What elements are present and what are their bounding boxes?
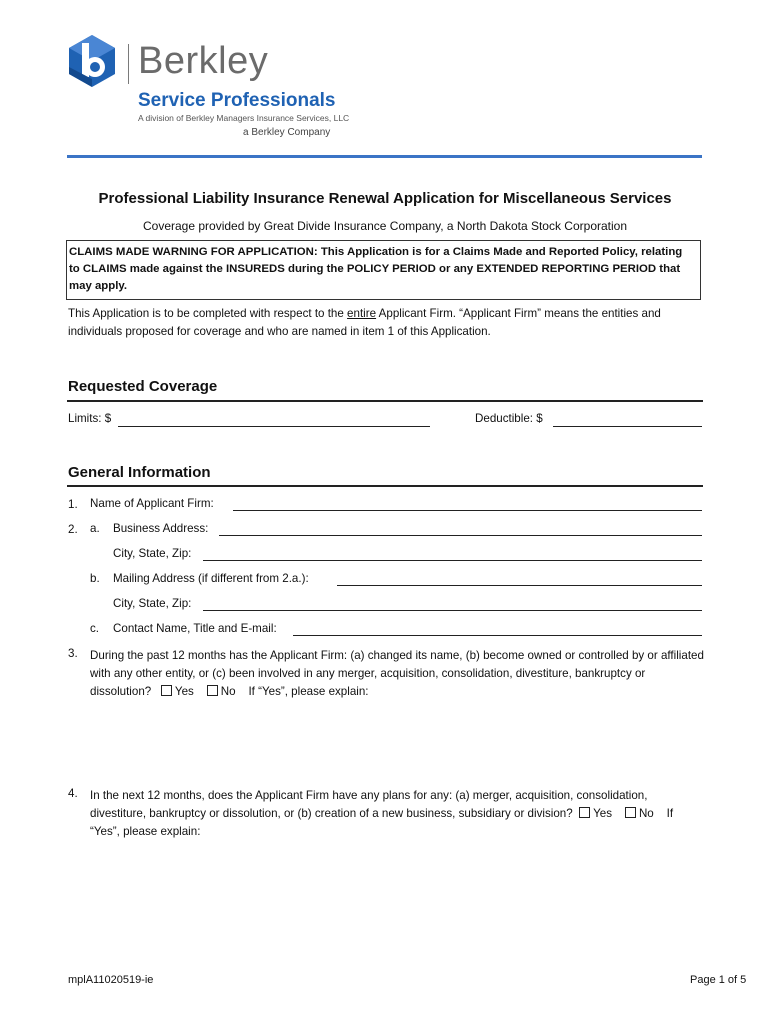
q3-yes-checkbox[interactable] (161, 685, 172, 696)
requested-coverage-heading: Requested Coverage (68, 378, 218, 395)
intro-paragraph (68, 305, 708, 341)
intro-after: Applicant Firm. “Applicant Firm” means the entities and individuals proposed for coverage and who are named in item 1 of this Application. (68, 307, 661, 338)
deductible-label: Deductible: $ (475, 412, 543, 425)
mailing-city-field[interactable] (203, 610, 702, 611)
q3-question: During the past 12 months has the Applicant Firm: (a) changed its name, (b) become owned or controlled by or affiliated with any other entity, or (c) been involved in any merger, acquisition, consolidation, divestiture, bankruptcy or dissolution? (90, 649, 704, 698)
applicant-firm-name-field[interactable] (233, 510, 702, 511)
city-state-zip-label: City, State, Zip: (113, 597, 192, 610)
page-subtitle: Coverage provided by Great Divide Insurance Company, a North Dakota Stock Corporation (142, 219, 628, 233)
q2a-label: Business Address: (113, 522, 209, 535)
business-address-field[interactable] (219, 535, 702, 536)
q2b-label: Mailing Address (if different from 2.a.): (113, 572, 309, 585)
q2a-letter: a. (90, 522, 100, 535)
section-rule (67, 400, 703, 402)
limits-field[interactable] (118, 426, 430, 427)
explain-label: If “Yes”, please explain: (90, 807, 674, 838)
mailing-address-field[interactable] (337, 585, 702, 586)
deductible-field[interactable] (553, 426, 702, 427)
q3-number: 3. (68, 647, 78, 660)
q4-question: In the next 12 months, does the Applicant Firm have any plans for any: (a) merger, acquisition, consolidation, divestiture, bankruptcy or dissolution, or (b) creation of a new business, subsidiary or division? (90, 789, 648, 820)
contact-field[interactable] (293, 635, 702, 636)
q4-text (90, 787, 690, 841)
q1-number: 1. (68, 498, 78, 511)
berkley-logo-icon (66, 33, 118, 89)
yes-label: Yes (593, 807, 613, 820)
page-title: Professional Liability Insurance Renewal Application for Miscellaneous Services (98, 190, 672, 207)
claims-warning-box: CLAIMS MADE WARNING FOR APPLICATION: This Application is for a Claims Made and Reported Policy, relating to CLAIMS made against the INSUREDS during the POLICY PERIOD or any EXTENDED REPORTING PERIOD that may apply. (66, 240, 701, 300)
q4-number: 4. (68, 787, 78, 800)
city-state-zip-label: City, State, Zip: (113, 547, 192, 560)
company-text: a Berkley Company (243, 127, 331, 138)
yes-label: Yes (174, 685, 194, 698)
header-rule (67, 155, 702, 158)
q2c-label: Contact Name, Title and E-mail: (113, 622, 277, 635)
q2c-letter: c. (90, 622, 100, 635)
q2b-letter: b. (90, 572, 100, 585)
section-rule (67, 485, 703, 487)
page-number: Page 1 of 5 (690, 974, 747, 986)
no-label: No (220, 685, 236, 698)
form-id: mplA11020519-ie (68, 974, 154, 986)
brand-subtitle: Service Professionals (138, 90, 336, 111)
q3-text (90, 647, 708, 701)
business-city-field[interactable] (203, 560, 702, 561)
brand-name: Berkley (138, 40, 269, 82)
logo-divider (128, 44, 129, 84)
no-label: No (638, 807, 654, 820)
q4-no-checkbox[interactable] (625, 807, 636, 818)
intro-emphasis: entire (347, 307, 377, 320)
intro-before: This Application is to be completed with respect to the (68, 307, 348, 320)
general-information-heading: General Information (68, 464, 211, 481)
division-text: A division of Berkley Managers Insurance Services, LLC (138, 113, 350, 123)
explain-label: If “Yes”, please explain: (248, 685, 369, 698)
q1-label: Name of Applicant Firm: (90, 497, 214, 510)
q3-no-checkbox[interactable] (207, 685, 218, 696)
limits-label: Limits: $ (68, 412, 112, 425)
q4-yes-checkbox[interactable] (579, 807, 590, 818)
q2-number: 2. (68, 523, 78, 536)
